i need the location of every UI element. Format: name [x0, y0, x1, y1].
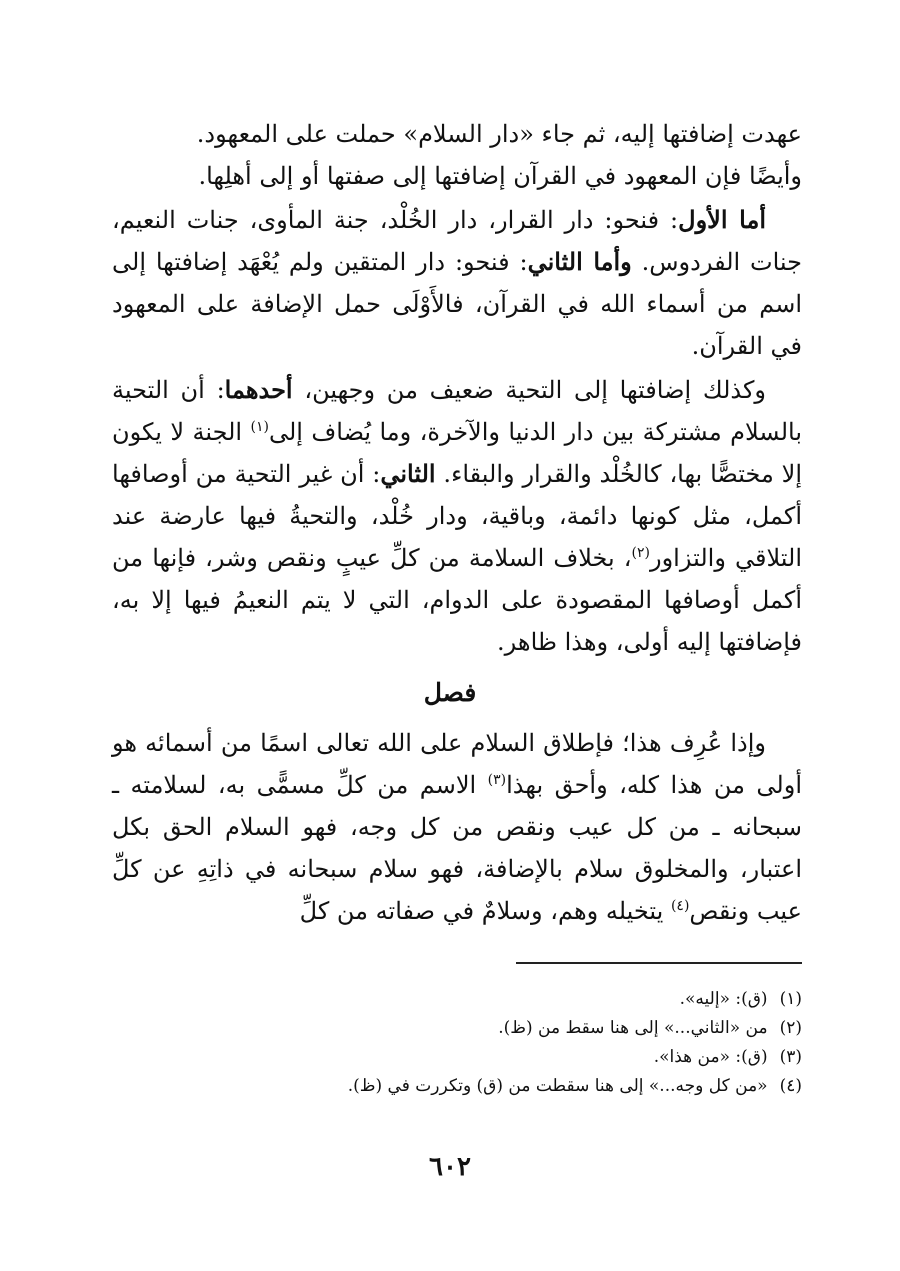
footnote-4-number: (٤): [779, 1076, 802, 1096]
paragraph-3-text-3: الجنة لا يكون إلا مختصًّا بها، كالخُلْد والقرار والبقاء.: [112, 418, 802, 488]
footnote-4-text: «من كل وجه...» إلى هنا سقطت من (ق) وتكررت في (ظ).: [347, 1076, 768, 1096]
paragraph-2: [112, 199, 802, 367]
footnote-ref-3: (٣): [487, 772, 507, 788]
paragraph-4-text-3: يتخيله وهم، وسلامٌ في صفاته من كلِّ: [299, 897, 671, 925]
paragraph-3: [112, 369, 802, 663]
footnote-separator: [516, 962, 802, 964]
section-heading: فصل: [423, 678, 477, 707]
footnote-1-text: (ق): «إليه».: [679, 989, 768, 1009]
term-second: وأما الثاني: [527, 247, 632, 276]
footnote-2-number: (٢): [779, 1018, 802, 1038]
footnote-3-number: (٣): [779, 1047, 802, 1067]
paragraph-3-text-5: ، بخلاف السلامة من كلِّ عيبٍ ونقص وشر، فإنها من أكمل أوصافها المقصودة على الدوام، التي لا يتم النعيمُ فيها إلا به، فإضافتها إليه أولى، وهذا ظاهر.: [112, 544, 802, 656]
paragraph-3-text-2: : أن التحية بالسلام مشتركة بين دار الدنيا والآخرة، وما يُضاف إلى: [112, 376, 802, 446]
paragraph-4-text-2: الاسم من كلِّ مسمًّى به، لسلامته ـ سبحانه ـ من كل عيب ونقص من كل وجه، فهو السلام الحق بكل اعتبار، والمخلوق سلام بالإضافة، فهو سلام سبحانه في ذاتِهِ عن كلِّ عيب ونقص: [112, 771, 802, 925]
footnote-1-number: (١): [779, 989, 802, 1009]
paragraph-2-text-2: : فنحو: دار المتقين ولم يُعْهَد إضافتها إلى اسم من أسماء الله في القرآن، فالأَوْلَى حمل الإضافة على المعهود في القرآن.: [112, 248, 802, 360]
term-one-of-them: أحدهما: [224, 375, 293, 404]
paragraph-3-text-1: وكذلك إضافتها إلى التحية ضعيف من وجهين،: [292, 376, 766, 404]
paragraph-4-text-1: وإذا عُرِف هذا؛ فإطلاق السلام على الله تعالى اسمًا من أسمائه هو أولى من هذا كله، وأحق بهذا: [112, 729, 802, 799]
footnote-3-text: (ق): «من هذا».: [653, 1047, 768, 1067]
paragraph-2-text-1: : فنحو: دار القرار، دار الخُلْد، جنة المأوى، جنات النعيم، جنات الفردوس.: [112, 206, 803, 276]
paragraph-1-line-2: وأيضًا فإن المعهود في القرآن إضافتها إلى صفتها أو إلى أهلِها.: [198, 162, 802, 190]
paragraph-2-body: [112, 199, 802, 367]
page-number: ٦٠٢: [429, 1152, 471, 1182]
footnote-3: [150, 1043, 802, 1072]
footnote-ref-2: (٢): [631, 545, 650, 561]
paragraph-3-text-4: : أن غير التحية من أوصافها أكمل، مثل كونها دائمة، وباقية، ودار خُلْد، والتحيةُ فيها عارضة عند التلاقي والتزاور: [112, 460, 802, 572]
paragraph-3-body: [112, 369, 802, 663]
footnote-ref-4: (٤): [670, 898, 690, 914]
term-first: أما الأول: [678, 205, 766, 234]
term-the-second: الثاني: [380, 459, 436, 488]
footnote-2: [150, 1014, 802, 1043]
paragraph-1-line-1: عهدت إضافتها إليه، ثم جاء «دار السلام» حملت على المعهود.: [196, 120, 802, 148]
footnote-4: [150, 1072, 802, 1101]
paragraph-4-body: [112, 722, 802, 932]
paragraph-1: [112, 113, 802, 197]
footnotes: [150, 985, 802, 1101]
paragraph-4: [112, 722, 802, 932]
footnote-1: [150, 985, 802, 1014]
footnote-ref-1: (١): [250, 419, 269, 435]
footnote-2-text: من «الثاني...» إلى هنا سقط من (ظ).: [498, 1018, 768, 1038]
